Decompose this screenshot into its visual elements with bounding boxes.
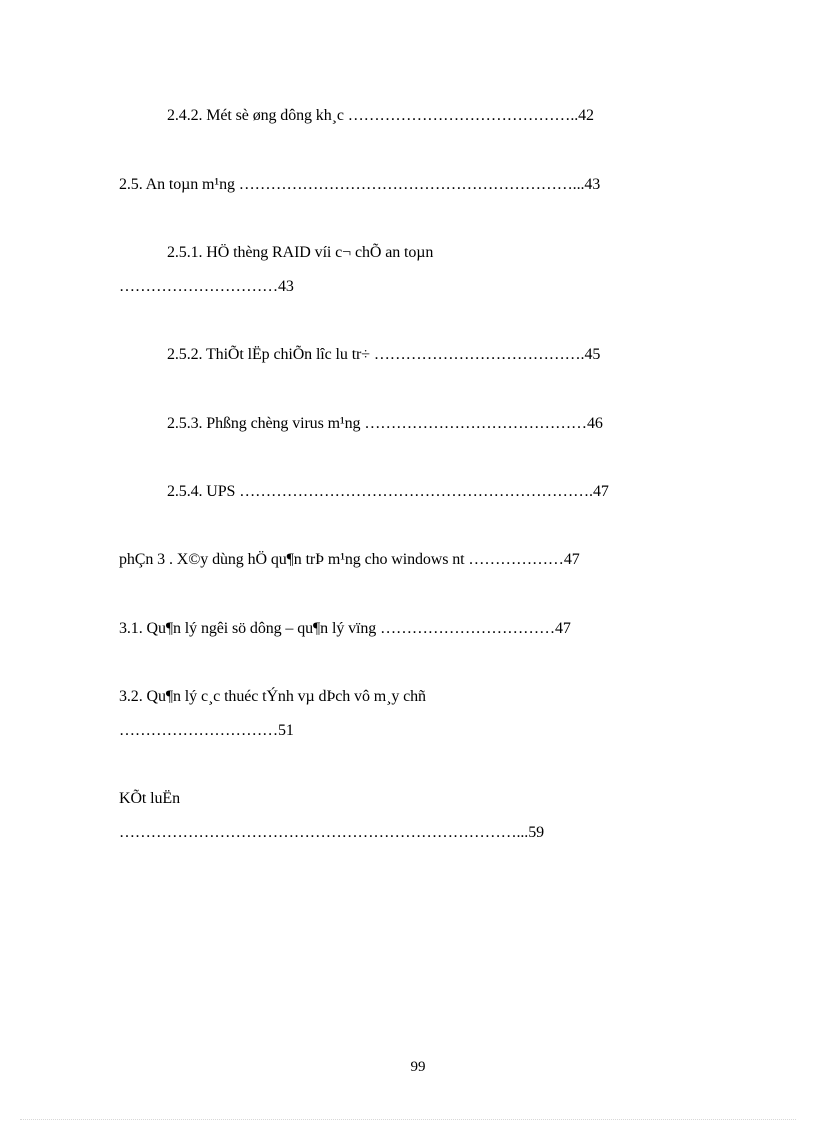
- toc-entry-conclusion-leader: …………………………………………………………………...59: [119, 824, 545, 841]
- toc-entry-2-4-2: 2.4.2. Mét sè øng dông kh¸c ……………………………………..42: [167, 107, 594, 124]
- toc-entry-2-5-2: 2.5.2. ThiÕt lËp chiÕn lîc lu tr÷ ………………………………….45: [167, 346, 601, 363]
- toc-entry-part-3: phÇn 3 . X©y dùng hÖ qu¶n trÞ m¹ng cho windows nt ………………47: [119, 551, 580, 568]
- page-bottom-divider: [20, 1119, 796, 1120]
- toc-entry-conclusion: KÕt luËn: [119, 790, 180, 807]
- toc-entry-3-2: 3.2. Qu¶n lý c¸c thuéc tÝnh vµ dÞch vô m¸y chñ: [119, 688, 426, 705]
- toc-entry-2-5: 2.5. An toµn m¹ng ………………………………………………………...43: [119, 176, 601, 193]
- toc-entry-2-5-1-leader: …………………………43: [119, 278, 294, 295]
- toc-entry-2-5-3: 2.5.3. Phßng chèng virus m¹ng ……………………………………46: [167, 415, 603, 432]
- toc-entry-3-1: 3.1. Qu¶n lý ngêi sö dông – qu¶n lý vïng ……………………………47: [119, 620, 571, 637]
- toc-entry-2-5-1: 2.5.1. HÖ thèng RAID víi c¬ chÕ an toµn: [167, 244, 434, 261]
- page-number: 99: [410, 1059, 426, 1075]
- toc-entry-3-2-leader: …………………………51: [119, 722, 294, 739]
- toc-entry-2-5-4: 2.5.4. UPS ………………………………………………………….47: [167, 483, 609, 500]
